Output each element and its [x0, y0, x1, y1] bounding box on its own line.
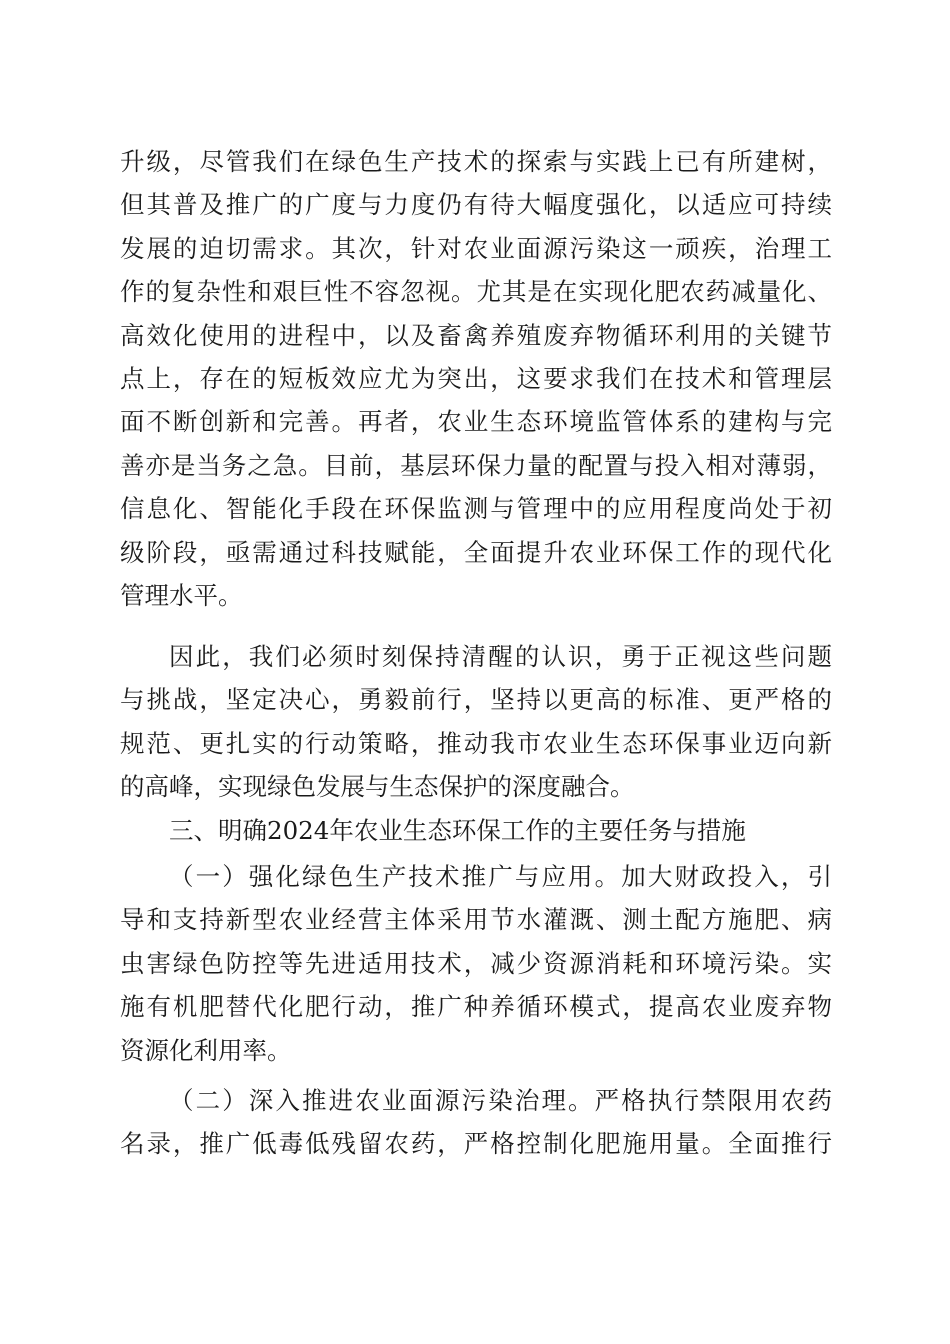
text-line: 升级，尽管我们在绿色生产技术的探索与实践上已有所建树， — [120, 147, 832, 176]
text-line: 规范、更扎实的行动策略，推动我市农业生态环保事业迈向新 — [120, 728, 832, 758]
text-line: 因此，我们必须时刻保持清醒的认识，勇于正视这些问题 — [169, 642, 832, 671]
text-line: 信息化、智能化手段在环保监测与管理中的应用程度尚处于初 — [120, 494, 832, 524]
text-line: 高效化使用的进程中，以及畜禽养殖废弃物循环利用的关键节 — [120, 320, 832, 350]
text-line: 的高峰，实现绿色发展与生态保护的深度融合。 — [120, 772, 635, 802]
text-line: 虫害绿色防控等先进适用技术，减少资源消耗和环境污染。实 — [120, 948, 832, 978]
text-line: 级阶段，亟需通过科技赋能，全面提升农业环保工作的现代化 — [120, 537, 832, 567]
text-line: 发展的迫切需求。其次，针对农业面源污染这一顽疾，治理工 — [120, 233, 832, 263]
text-line: 面不断创新和完善。再者，农业生态环境监管体系的建构与完 — [120, 407, 832, 437]
task-item-one — [120, 855, 832, 1072]
text-line: 但其普及推广的广度与力度仍有待大幅度强化，以适应可持续 — [120, 190, 832, 220]
text-line: 导和支持新型农业经营主体采用节水灌溉、测土配方施肥、病 — [120, 905, 832, 935]
task-item-two — [120, 1079, 832, 1166]
paragraph-therefore — [120, 635, 832, 809]
section-heading: 三、明确2024年农业生态环保工作的主要任务与措施 — [169, 816, 746, 845]
text-line: 资源化利用率。 — [120, 1035, 292, 1065]
text-line: 名录，推广低毒低残留农药，严格控制化肥施用量。全面推行 — [120, 1129, 832, 1159]
text-line: 善亦是当务之急。目前，基层环保力量的配置与投入相对薄弱， — [120, 450, 832, 480]
text-line: 点上，存在的短板效应尤为突出，这要求我们在技术和管理层 — [120, 363, 832, 393]
text-line: 施有机肥替代化肥行动，推广种养循环模式，提高农业废弃物 — [120, 992, 832, 1022]
text-line: 与挑战，坚定决心，勇毅前行，坚持以更高的标准、更严格的 — [120, 685, 832, 715]
text-line: 作的复杂性和艰巨性不容忽视。尤其是在实现化肥农药减量化、 — [120, 277, 832, 307]
paragraph-continuation — [120, 140, 832, 617]
text-line: 管理水平。 — [120, 580, 243, 610]
text-line: （二）深入推进农业面源污染治理。严格执行禁限用农药 — [169, 1086, 832, 1115]
text-line: （一）强化绿色生产技术推广与应用。加大财政投入，引 — [169, 862, 832, 891]
